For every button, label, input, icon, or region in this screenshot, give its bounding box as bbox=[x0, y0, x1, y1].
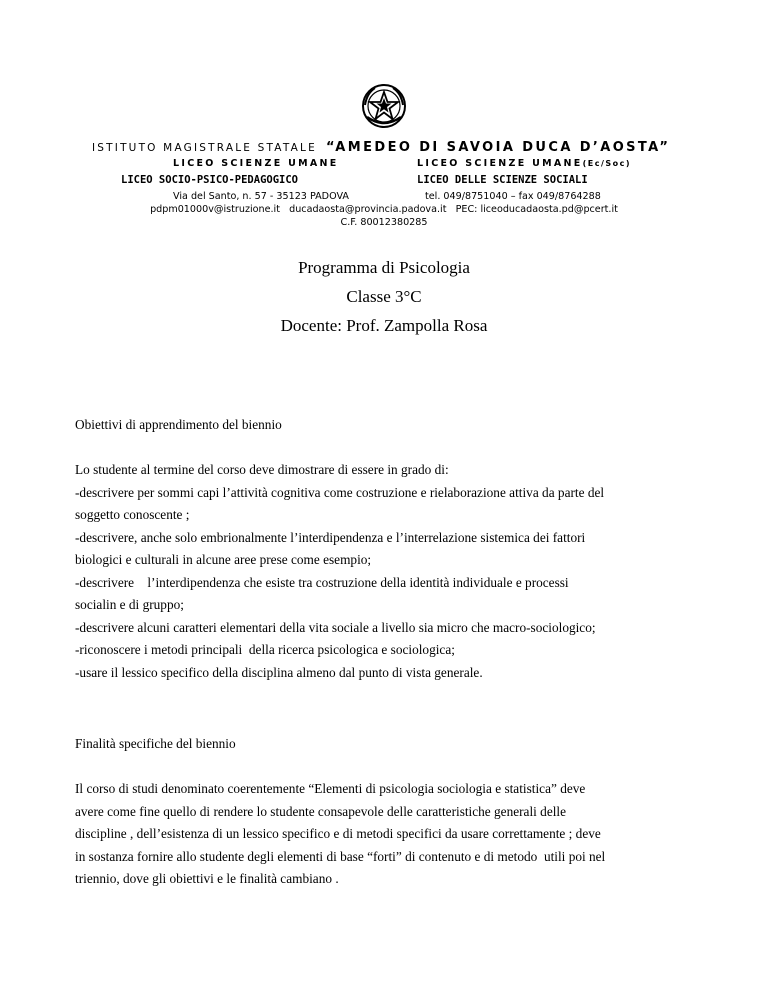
istituto-label: ISTITUTO MAGISTRALE STATALE bbox=[92, 142, 317, 154]
obiettivi-line: -descrivere l’interdipendenza che esiste tra costruzione della identità individuale e processi bbox=[75, 574, 569, 590]
finalita-line: discipline , dell’esistenza di un lessico specifico e di metodi specifici da usare correttamente ; deve bbox=[75, 826, 601, 841]
liceo-scienze-umane-ec-soc: LICEO SCIENZE UMANE(Ec/Soc) bbox=[417, 158, 632, 169]
obiettivi-line: -riconoscere i metodi principali della ricerca psicologica e sociologica; bbox=[75, 642, 455, 657]
obiettivi-line: socialin e di gruppo; bbox=[75, 597, 184, 612]
obiettivi-line: -descrivere, anche solo embrionalmente l’interdipendenza e l’interrelazione sistemica dei fattori bbox=[75, 529, 586, 545]
fiscal-code: C.F. 80012380285 bbox=[340, 217, 428, 228]
finalita-line: Il corso di studi denominato coerentemente “Elementi di psicologia sociologia e statistica” deve bbox=[75, 781, 586, 796]
obiettivi-line: -descrivere alcuni caratteri elementari della vita sociale a livello sia micro che macro-sociologico; bbox=[75, 619, 596, 635]
liceo-socio-psico-pedagogico: LICEO SOCIO-PSICO-PEDAGOGICO bbox=[121, 174, 299, 186]
address: Via del Santo, n. 57 - 35123 PADOVA bbox=[173, 191, 349, 202]
obiettivi-list bbox=[75, 459, 715, 684]
finalita-heading: Finalità specifiche del biennio bbox=[75, 736, 236, 751]
finalita-line: avere come fine quello di rendere lo studente consapevole delle caratteristiche generali delle bbox=[75, 803, 567, 819]
class-title: Classe 3°C bbox=[346, 287, 422, 306]
emails: pdpm01000v@istruzione.it ducadaosta@provincia.padova.it PEC: liceoducadaosta.pd@pcert.it bbox=[150, 204, 618, 215]
obiettivi-line: -usare il lessico specifico della disciplina almeno dal punto di vista generale. bbox=[75, 664, 483, 680]
program-title: Programma di Psicologia bbox=[298, 258, 470, 277]
finalita-paragraph bbox=[75, 778, 715, 891]
school-name: “AMEDEO DI SAVOIA DUCA D’AOSTA” bbox=[326, 140, 671, 155]
finalita-line: in sostanza fornire allo studente degli elementi di base “forti” di contenuto e di metodo utili poi nel bbox=[75, 848, 606, 864]
obiettivi-line: biologici e culturali in alcune aree prese come esempio; bbox=[75, 552, 372, 567]
obiettivi-heading: Obiettivi di apprendimento del biennio bbox=[75, 417, 282, 432]
institute-name-line bbox=[92, 136, 712, 155]
obiettivi-line: -descrivere per sommi capi l’attività cognitiva come costruzione e rielaborazione attiva da parte del bbox=[75, 484, 605, 500]
teacher-title: Docente: Prof. Zampolla Rosa bbox=[280, 316, 488, 335]
phone-fax: tel. 049/8751040 – fax 049/8764288 bbox=[425, 191, 601, 202]
liceo-scienze-umane: LICEO SCIENZE UMANE bbox=[173, 158, 339, 169]
liceo-scienze-sociali: LICEO DELLE SCIENZE SOCIALI bbox=[417, 174, 588, 186]
obiettivi-line: soggetto conoscente ; bbox=[75, 507, 190, 522]
italian-republic-emblem-icon bbox=[361, 83, 407, 129]
obiettivi-line: Lo studente al termine del corso deve dimostrare di essere in grado di: bbox=[75, 462, 449, 477]
finalita-line: triennio, dove gli obiettivi e le finalità cambiano . bbox=[75, 871, 339, 886]
